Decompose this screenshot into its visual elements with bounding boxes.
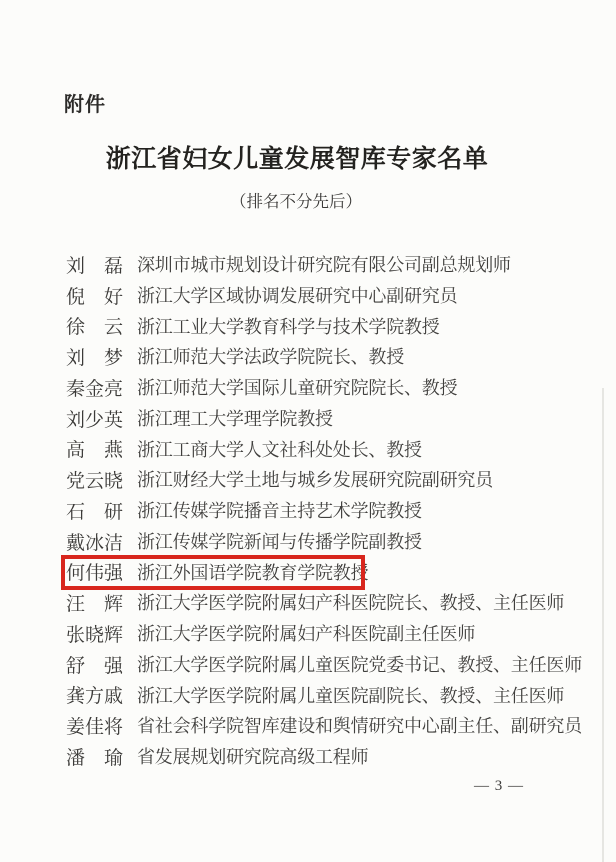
expert-name: 党云晓	[66, 471, 124, 493]
scan-edge-artifact	[602, 388, 604, 862]
list-item	[66, 711, 582, 742]
expert-name: 刘少英	[66, 409, 124, 431]
expert-title: 浙江财经大学土地与城乡发展研究院副研究员	[137, 470, 493, 491]
list-item	[66, 681, 576, 712]
list-item	[66, 588, 576, 619]
expert-title: 省社会科学院智库建设和舆情研究中心副主任、副研究员	[137, 716, 582, 737]
title-row	[0, 139, 616, 175]
list-item	[66, 742, 576, 773]
page-subtitle: （排名不分先后）	[230, 192, 362, 211]
list-item	[66, 373, 576, 404]
expert-title: 浙江师范大学法政学院院长、教授	[137, 347, 404, 368]
expert-name: 龚方戚	[66, 686, 124, 708]
expert-title: 浙江大学医学院附属妇产科医院副主任医师	[137, 624, 476, 644]
expert-title: 浙江师范大学国际儿童研究院院长、教授	[137, 378, 458, 398]
expert-title: 浙江外国语学院教育学院教授	[137, 562, 369, 583]
expert-name: 秦金亮	[66, 378, 124, 400]
expert-title: 浙江大学医学院附属妇产科医院院长、教授、主任医师	[137, 593, 565, 614]
expert-name: 戴冰洁	[66, 532, 124, 554]
expert-name: 舒强	[66, 655, 123, 677]
expert-title: 深圳市城市规划设计研究院有限公司副总规划师	[137, 255, 511, 275]
list-item	[66, 281, 576, 312]
expert-name: 汪辉	[66, 594, 123, 616]
expert-name: 石研	[66, 501, 123, 523]
page-title: 浙江省妇女儿童发展智库专家名单	[105, 146, 489, 173]
expert-name: 潘瑜	[66, 747, 123, 769]
expert-name: 张晓辉	[66, 624, 124, 646]
list-item	[66, 619, 576, 650]
list-item	[66, 465, 576, 496]
expert-title: 省发展规划研究院高级工程师	[137, 747, 369, 767]
expert-title: 浙江工商大学人文社科处处长、教授	[137, 439, 422, 460]
expert-title: 浙江大学医学院附属儿童医院党委书记、教授、主任医师	[137, 654, 582, 675]
list-item	[66, 435, 576, 466]
expert-name: 刘磊	[66, 255, 123, 277]
expert-title: 浙江大学区域协调发展研究中心副研究员	[137, 285, 458, 306]
list-item-highlighted	[66, 558, 576, 589]
expert-name: 何伟强	[66, 563, 124, 585]
list-item	[66, 404, 576, 435]
list-item	[66, 342, 576, 373]
list-item	[66, 312, 576, 343]
expert-title: 浙江传媒学院播音主持艺术学院教授	[137, 501, 422, 521]
expert-list	[66, 250, 582, 773]
attachment-label: 附件	[64, 94, 106, 116]
expert-title: 浙江传媒学院新闻与传播学院副教授	[137, 531, 422, 552]
expert-title: 浙江理工大学理学院教授	[137, 408, 333, 429]
expert-name: 倪好	[66, 286, 123, 308]
expert-name: 高燕	[66, 440, 123, 462]
list-item	[66, 650, 582, 681]
expert-title: 浙江大学医学院附属儿童医院副院长、教授、主任医师	[137, 685, 565, 706]
list-item	[66, 527, 576, 558]
expert-name: 姜佳将	[66, 717, 124, 739]
subtitle-row	[0, 188, 616, 212]
list-item	[66, 250, 576, 281]
expert-name: 徐云	[66, 317, 123, 339]
expert-name: 刘梦	[66, 348, 123, 370]
list-item	[66, 496, 576, 527]
expert-title: 浙江工业大学教育科学与技术学院教授	[137, 316, 440, 337]
page-number: — 3 —	[474, 778, 524, 794]
